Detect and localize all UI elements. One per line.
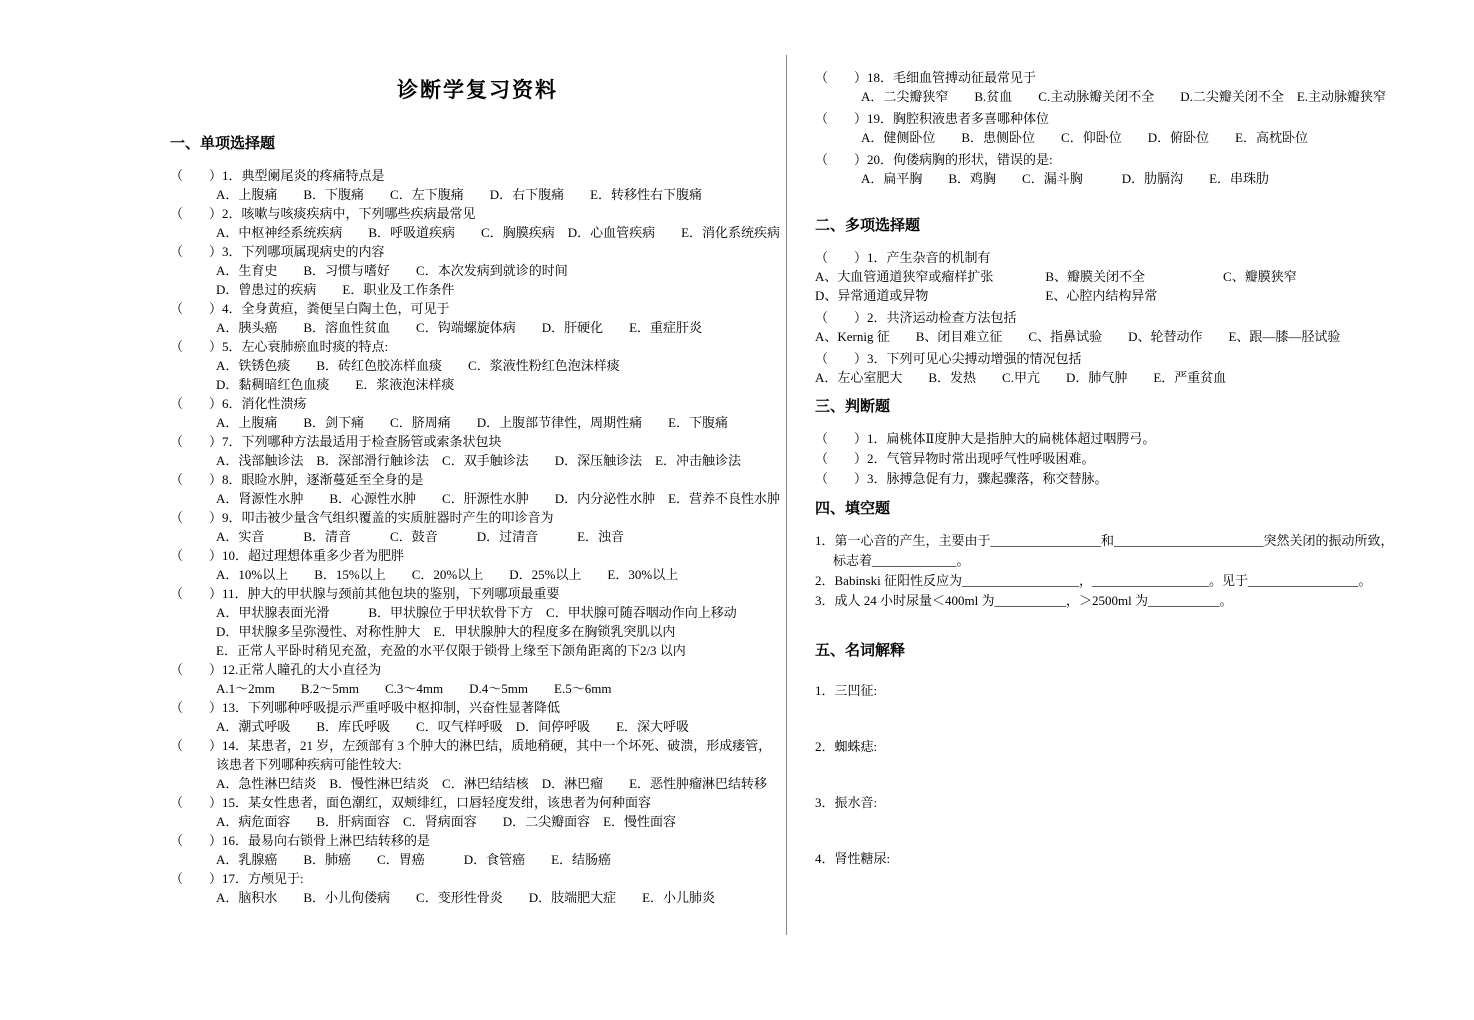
term-item: 2．蜘蛛痣:	[815, 739, 878, 754]
question	[170, 470, 785, 508]
option-line: A.1～2mm B.2～5mm C.3～4mm D.4～5mm E.5～6mm	[216, 681, 612, 696]
question	[170, 432, 785, 470]
judgment-item: （ ）1．扁桃体Ⅱ度肿大是指肿大的扁桃体超过咽腭弓。	[815, 431, 1156, 446]
section-heading-multi-choice: 二、多项选择题	[815, 218, 921, 234]
question	[815, 248, 1393, 305]
multi-choice-questions	[815, 248, 1393, 387]
option-line: A．甲状腺表面光滑 B．甲状腺位于甲状软骨下方 C．甲状腺可随吞咽动作向上移动	[216, 605, 737, 620]
option-line: A．扁平胸 B．鸡胸 C．漏斗胸 D．肋膈沟 E．串珠肋	[861, 171, 1270, 186]
option-line: A．脑积水 B．小儿佝偻病 C．变形性骨炎 D．肢端肥大症 E．小儿肺炎	[216, 890, 716, 905]
left-column	[170, 60, 785, 907]
question-text-line: （ ）3．下列哪项属现病史的内容	[170, 244, 385, 259]
fill-blank-line: 2．Babinski 征阳性反应为__________________，__________________。见于_________________。	[815, 573, 1372, 588]
question-text-line: （ ）5．左心衰肺瘀血时痰的特点:	[170, 339, 389, 354]
right-column	[815, 68, 1393, 905]
question	[170, 204, 785, 242]
option-line: A．生育史 B．习惯与嗜好 C．本次发病到就诊的时间	[216, 263, 568, 278]
option-line: E．正常人平卧时稍见充盈，充盈的水平仅限于锁骨上缘至下颌角距离的下2/3 以内	[216, 643, 686, 658]
question-text-line: 该患者下列哪种疾病可能性较大:	[216, 757, 402, 772]
question	[815, 308, 1393, 346]
question-text-line: （ ）3．下列可见心尖搏动增强的情况包括	[815, 351, 1082, 366]
option-line: A．肾源性水肿 B．心源性水肿 C．肝源性水肿 D．内分泌性水肿 E．营养不良性水肿	[216, 491, 781, 506]
option-line: A．健侧卧位 B．患侧卧位 C．仰卧位 D．俯卧位 E．高枕卧位	[861, 130, 1309, 145]
question-text-line: （ ）11．肿大的甲状腺与颈前其他包块的鉴别，下列哪项最重要	[170, 586, 560, 601]
question	[815, 68, 1393, 106]
question	[170, 546, 785, 584]
question	[815, 349, 1393, 387]
question-text-line: （ ）15．某女性患者，面色潮红，双颊绯红，口唇轻度发绀，该患者为何种面容	[170, 795, 652, 810]
question	[170, 337, 785, 394]
judgment-item: （ ）2．气管异物时常出现呼气性呼吸困难。	[815, 451, 1095, 466]
option-line: A．10%以上 B．15%以上 C．20%以上 D．25%以上 E．30%以上	[216, 567, 679, 582]
question-text-line: （ ）4．全身黄疸，粪便呈白陶土色，可见于	[170, 301, 450, 316]
section-heading-single-choice: 一、单项选择题	[170, 136, 276, 152]
question	[170, 660, 785, 698]
fill-blank-line: 1．第一心音的产生，主要由于_________________和_______________________突然关闭的振动所致，	[815, 533, 1394, 548]
question-text-line: （ ）2．咳嗽与咳痰疾病中，下列哪些疾病最常见	[170, 206, 476, 221]
option-line: A．胰头癌 B．溶血性贫血 C．钩端螺旋体病 D．肝硬化 E．重症肝炎	[216, 320, 703, 335]
question	[170, 698, 785, 736]
option-line: A、Kernig 征 B、闭目难立征 C、指鼻试验 D、轮替动作 E、跟—膝—胫试验	[815, 329, 1341, 344]
page-title: 诊断学复习资料	[397, 78, 558, 102]
section-heading-judgment: 三、判断题	[815, 399, 891, 415]
option-line: A．乳腺癌 B．肺癌 C．胃癌 D．食管癌 E．结肠癌	[216, 852, 612, 867]
option-line: A．上腹痛 B．下腹痛 C．左下腹痛 D．右下腹痛 E．转移性右下腹痛	[216, 187, 703, 202]
question-text-line: （ ）14．某患者，21 岁，左颈部有 3 个肿大的淋巴结，质地稍硬，其中一个坏死、破溃，形成瘘管，	[170, 738, 772, 753]
question-text-line: （ ）1．典型阑尾炎的疼痛特点是	[170, 168, 385, 183]
single-choice-questions-left	[170, 166, 785, 907]
term-items	[815, 681, 1393, 868]
option-line: A．左心室肥大 B．发热 C.甲亢 D．肺气肿 E．严重贫血	[815, 370, 1227, 385]
option-line: A．浅部触诊法 B．深部滑行触诊法 C．双手触诊法 D．深压触诊法 E．冲击触诊法	[216, 453, 742, 468]
question	[170, 869, 785, 907]
option-line: A．潮式呼吸 B．库氏呼吸 C．叹气样呼吸 D．间停呼吸 E．深大呼吸	[216, 719, 690, 734]
section-heading-terms: 五、名词解释	[815, 643, 906, 659]
fill-blank-line: 3．成人 24 小时尿量＜400ml 为___________，＞2500ml 为___________。	[815, 593, 1233, 608]
option-line: D、异常通道或异物 E、心腔内结构异常	[815, 288, 1158, 303]
question	[170, 584, 785, 660]
option-line: A．中枢神经系统疾病 B．呼吸道疾病 C．胸膜疾病 D．心血管疾病 E．消化系统疾病	[216, 225, 781, 240]
term-item: 3．振水音:	[815, 795, 878, 810]
question-text-line: （ ）6．消化性溃疡	[170, 396, 307, 411]
question-text-line: （ ）17．方颅见于:	[170, 871, 304, 886]
fill-blank-line: 标志着_____________。	[833, 553, 970, 568]
option-line: A．病危面容 B．肝病面容 C．肾病面容 D．二尖瓣面容 E．慢性面容	[216, 814, 677, 829]
question	[170, 793, 785, 831]
question	[815, 150, 1393, 188]
question-text-line: （ ）10．超过理想体重多少者为肥胖	[170, 548, 405, 563]
question	[170, 166, 785, 204]
question-text-line: （ ）12.正常人瞳孔的大小直径为	[170, 662, 382, 677]
option-line: A、大血管通道狭窄或瘤样扩张 B、瓣膜关闭不全 C、瓣膜狭窄	[815, 269, 1297, 284]
question-text-line: （ ）18．毛细血管搏动征最常见于	[815, 70, 1037, 85]
option-line: A．铁锈色痰 B．砖红色胶冻样血痰 C．浆液性粉红色泡沫样痰	[216, 358, 620, 373]
question-text-line: （ ）20．佝偻病胸的形状，错误的是:	[815, 152, 1053, 167]
option-line: A．上腹痛 B．剑下痛 C．脐周痛 D．上腹部节律性，周期性痛 E．下腹痛	[216, 415, 729, 430]
option-line: A．二尖瓣狭窄 B.贫血 C.主动脉瓣关闭不全 D.二尖瓣关闭不全 E.主动脉瓣狭窄	[861, 89, 1387, 104]
question	[170, 394, 785, 432]
question	[170, 831, 785, 869]
column-divider	[786, 55, 787, 935]
term-item: 1．三凹征:	[815, 683, 878, 698]
question-text-line: （ ）9．叩击被少量含气组织覆盖的实质脏器时产生的叩诊音为	[170, 510, 554, 525]
question-text-line: （ ）8．眼睑水肿，逐渐蔓延至全身的是	[170, 472, 424, 487]
question-text-line: （ ）13．下列哪种呼吸提示严重呼吸中枢抑制，兴奋性显著降低	[170, 700, 561, 715]
question	[170, 508, 785, 546]
term-item: 4．肾性糖尿:	[815, 851, 891, 866]
question	[170, 299, 785, 337]
question	[170, 242, 785, 299]
question-text-line: （ ）2．共济运动检查方法包括	[815, 310, 1017, 325]
option-line: A．实音 B．清音 C．鼓音 D．过清音 E．浊音	[216, 529, 625, 544]
fill-blank-items	[815, 531, 1393, 611]
single-choice-questions-right	[815, 68, 1393, 188]
question-text-line: （ ）1．产生杂音的机制有	[815, 250, 991, 265]
question-text-line: （ ）19．胸腔积液患者多喜哪种体位	[815, 111, 1050, 126]
option-line: D．甲状腺多呈弥漫性、对称性肿大 E．甲状腺肿大的程度多在胸锁乳突肌以内	[216, 624, 676, 639]
option-line: A．急性淋巴结炎 B．慢性淋巴结炎 C．淋巴结结核 D．淋巴瘤 E．恶性肿瘤淋巴结转移	[216, 776, 768, 791]
question	[815, 109, 1393, 147]
option-line: D．黏稠暗红色血痰 E．浆液泡沫样痰	[216, 377, 455, 392]
question	[170, 736, 785, 793]
judgment-item: （ ）3．脉搏急促有力，骤起骤落，称交替脉。	[815, 471, 1108, 486]
question-text-line: （ ）16．最易向右锁骨上淋巴结转移的是	[170, 833, 431, 848]
question-text-line: （ ）7．下列哪种方法最适用于检查肠管或索条状包块	[170, 434, 502, 449]
option-line: D．曾患过的疾病 E．职业及工作条件	[216, 282, 455, 297]
section-heading-fill-blank: 四、填空题	[815, 501, 891, 517]
judgment-items	[815, 429, 1393, 489]
